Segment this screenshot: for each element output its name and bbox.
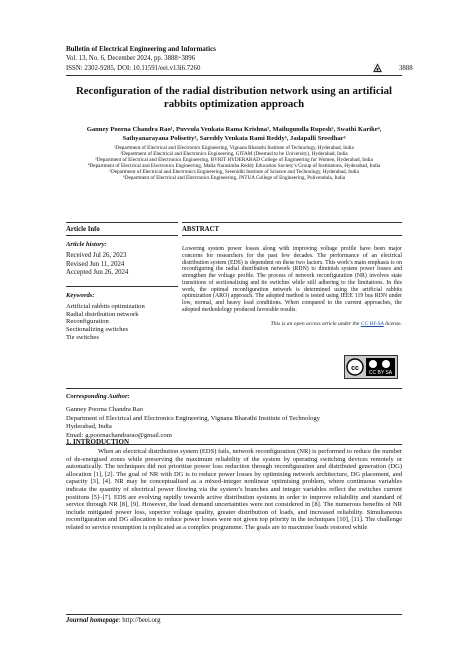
journal-logo-icon — [373, 63, 382, 73]
journal-homepage[interactable]: Journal homepage: http://beei.org — [66, 617, 161, 624]
corresponding-line: Hyderabad, India — [66, 423, 112, 430]
author-list: Ganney Poorna Chandra Rao¹, Puvvula Venkata Rama Krishna², Mailugundla Rupesh³, Swathi Karike⁴, Sathyanarayana Polisetty³, Sareddy Venkata Rami Reddy⁵, Jadapalli Sreedhar² — [86, 126, 382, 143]
history-item: Revised Jun 11, 2024 — [66, 260, 125, 268]
affiliation-item: ¹Department of Electrical and Electronics Engineering, Vignana Bharathi Institute of Technology, Hyderabad, India — [114, 145, 354, 151]
keyword-item: Sectionalizing switches — [66, 326, 129, 334]
paper-title: Reconfiguration of the radial distribution network using an artificial rabbits optimization approach — [75, 85, 393, 110]
history-label: Article history: — [66, 241, 107, 248]
abstract-heading: ABSTRACT — [182, 222, 402, 236]
abstract-text: Lowering system power losses along with improving voltage profile have been major concerns for researchers for the past few decades. The performance of an electrical distribution system (EDS) is dependent on these two factors. This work’s main emphasis is on reconfiguring the radial distribution network (RDN) to diminish system power losses and strengthen the voltage profile. The process of network reconfiguration (NR) involves state transitions of sectionalizing and tie switches while still adhering to the limitations. In this work, the optimal reconfiguration network is determined using the artificial rabbits optimization (ARO) approach. The adopted method is tested using IEEE 119 bus RDN under low, normal, and heavy load conditions. When compared to the current approaches, the adopted methodology produced favorable results. — [182, 246, 402, 313]
keyword-item: Radial distribution network — [66, 310, 139, 318]
corresponding-label: Corresponding Author: — [66, 393, 130, 400]
corresponding-line: Ganney Poorna Chandra Rao — [66, 406, 144, 413]
affiliation-item: ⁴Department of Electrical and Electronics Engineering, Malla Narasimha Reddy Education Society’s Group of Institutions, Hyderabad, India — [87, 163, 381, 170]
article-info-panel — [66, 222, 178, 342]
page-number: 3888 — [399, 65, 413, 72]
introduction-text: When an electrical distribution system (EDS) fails, network reconfiguration (NR) is performed to reduce the number of de-energised zones while preserving the maximum reliability of the system by operating switching devices remotely or automatically. The techniques did not prioritise power loss reduction through reconfiguration and distributed generation (DG) allocation [1], [2]. The goal of NR with DG is to reduce power losses by optimising network architecture, DG placement, and capacity [3], [4]. NR may be conceptualised as a mixed-integer nonlinear optimising problem, where continuous variables indicate the quantity of electrical power flowing via the system’s branches and integer variables reflect the switches current positions [5]–[7]. EDS are evolving rapidly towards active distribution systems in order to improve reliability and standard of service through NR [8], [9]. However, the load demand uncertainties were not considered in [8]. The numerous benefits of NR include mitigated power loss, superior voltage quality, greater distribution of loads, and increased reliability. Simultaneous reconfiguration and DG allocation to reduce power losses were not given top priority in the techniques [10], [11]. The challenge related to service resumption is replicated as a complex programme. The goals are to maximise loads restored while — [66, 448, 402, 531]
abstract-panel — [182, 222, 402, 327]
svg-text:cc: cc — [351, 365, 359, 372]
keyword-item: Reconfiguration — [66, 318, 109, 326]
affiliation-item: ⁵Department of Electrical and Electronics Engineering, Sreenidhi Institute of Science and Technology, Hyderabad, India — [109, 169, 359, 176]
keyword-item: Tie switches — [66, 333, 99, 341]
corresponding-author-block — [66, 388, 402, 445]
section-heading: 1. INTRODUCTION — [66, 438, 130, 446]
affiliation-item: ²Department of Electrical and Electronics Engineering, GITAM (Deemed to be University), Hyderabad, India — [120, 151, 348, 158]
article-info-heading: Article Info — [66, 222, 178, 236]
affiliation-item: ³Department of Electrical and Electronics Engineering, BVRIT HYDERABAD College of Engineering for Women, Hyderabad, India — [95, 157, 373, 164]
corresponding-email[interactable]: Email: g.poornachandrarao@gmail.com — [66, 431, 172, 439]
history-item: Accepted Jun 26, 2024 — [66, 269, 129, 277]
affiliation-item: ⁶Department of Electrical and Electronics Engineering, JNTUA College of Engineering, Pulivendula, India — [122, 175, 346, 182]
affiliation-list — [66, 145, 402, 182]
header-divider — [66, 75, 402, 76]
keywords-label: Keywords: — [66, 291, 95, 299]
footer-divider — [66, 614, 402, 615]
issn-doi: ISSN: 2302-9285, DOI: 10.11591/eei.v13i6.7260 — [66, 65, 201, 72]
license-link[interactable]: CC BY-SA — [360, 320, 384, 327]
cc-by-sa-license-icon[interactable] — [344, 355, 398, 379]
license-badge-text: CC BY SA — [368, 370, 393, 376]
journal-name: Bulletin of Electrical Engineering and Informatics — [66, 45, 216, 53]
open-access-note: This is an open access article under the CC BY-SA license. — [270, 320, 402, 327]
volume-info: Vol. 13, No. 6, December 2024, pp. 3888~3896 — [66, 55, 196, 62]
keyword-item: Artificial rabbits optimization — [66, 302, 145, 310]
corresponding-line: Department of Electrical and Electronics Engineering, Vignana Bharathi Institute of Technology — [66, 414, 320, 422]
history-item: Received Jul 26, 2023 — [66, 252, 127, 259]
